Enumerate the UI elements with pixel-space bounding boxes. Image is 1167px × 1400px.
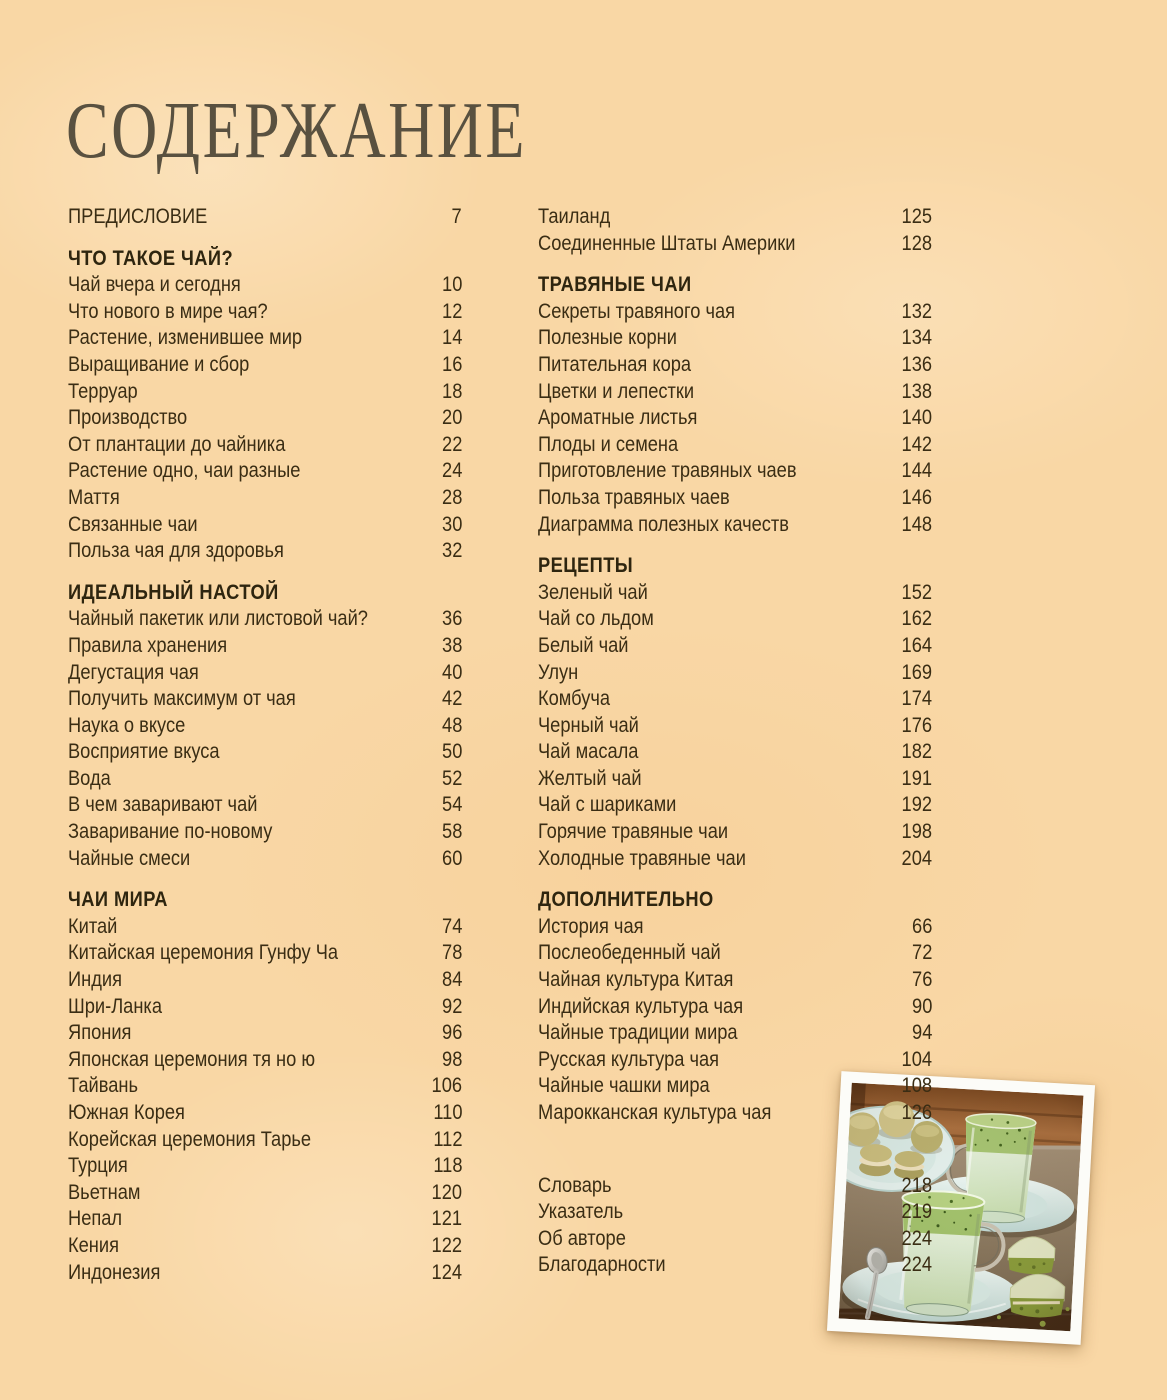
toc-entry-label: Растение, изменившее мир <box>68 326 303 350</box>
toc-entry-page: 128 <box>901 231 932 255</box>
toc-entry-page: 78 <box>441 941 462 965</box>
toc-entry-page: 50 <box>441 740 462 764</box>
toc-entry <box>68 846 462 873</box>
toc-entry-label: Непал <box>68 1207 123 1231</box>
toc-entry-label: Индия <box>68 968 122 992</box>
toc-group <box>68 887 462 1286</box>
toc-entry-label: Черный чай <box>538 713 639 737</box>
section-heading-label: ДОПОЛНИТЕЛЬНО <box>538 888 714 912</box>
toc-entry <box>68 633 462 660</box>
toc-entry <box>68 352 462 379</box>
toc-entry-label: Связанные чаи <box>68 512 198 536</box>
toc-entry-page: 22 <box>441 432 462 456</box>
toc-entry <box>68 405 462 432</box>
toc-entry-page: 84 <box>441 968 462 992</box>
toc-entry-page: 120 <box>431 1180 462 1204</box>
toc-entry-label: Дегустация чая <box>68 660 199 684</box>
toc-entry-label: Вода <box>68 766 111 790</box>
toc-entry <box>538 739 932 766</box>
toc-entry-page: 148 <box>901 512 932 536</box>
toc-entry-label: Полезные корни <box>538 326 677 350</box>
toc-entry <box>538 940 932 967</box>
toc-entry-label: Диаграмма полезных качеств <box>538 512 790 536</box>
toc-entry <box>68 1073 462 1100</box>
toc-entry <box>68 1206 462 1233</box>
toc-entry-label: От плантации до чайника <box>68 432 286 456</box>
toc-entry-page: 92 <box>441 994 462 1018</box>
toc-entry-page: 134 <box>901 326 932 350</box>
toc-entry <box>68 1260 462 1287</box>
toc-entry <box>68 940 462 967</box>
toc-entry <box>538 458 932 485</box>
toc-entry-page: 96 <box>441 1021 462 1045</box>
toc-entry <box>68 713 462 740</box>
toc-entry <box>538 1199 932 1226</box>
toc-entry-page: 125 <box>901 205 932 228</box>
toc-entry-label: В чем заваривают чай <box>68 793 258 817</box>
toc-entry-label: Чай вчера и сегодня <box>68 273 241 297</box>
toc-entry-label: Китайская церемония Гунфу Ча <box>68 941 339 965</box>
toc-entry <box>538 766 932 793</box>
toc-entry-page: 144 <box>901 459 932 483</box>
toc-entry-page: 192 <box>901 793 932 817</box>
toc-entry-page: 218 <box>901 1173 932 1197</box>
toc-entry-label: Чай масала <box>538 740 639 764</box>
toc-entry-label: Холодные травяные чаи <box>538 846 746 870</box>
toc-entry <box>68 1180 462 1207</box>
toc-entry <box>538 633 932 660</box>
toc-entry-page: 142 <box>901 432 932 456</box>
toc-entry <box>538 352 932 379</box>
toc-entry-page: 74 <box>441 914 462 938</box>
toc-entry-label: Горячие травяные чаи <box>538 820 729 844</box>
toc-entry-label: Чайный пакетик или листовой чай? <box>68 607 368 631</box>
toc-entry <box>68 967 462 994</box>
toc-entry <box>538 1047 932 1074</box>
toc-entry-label: Производство <box>68 406 188 430</box>
toc-entry-label: Заваривание по-новому <box>68 820 273 844</box>
toc-entry-page: 140 <box>901 406 932 430</box>
toc-entry-label: Чай со льдом <box>538 607 654 631</box>
section-heading <box>538 553 932 580</box>
toc-entry-page: 122 <box>431 1233 462 1257</box>
toc-entry <box>538 686 932 713</box>
toc-group <box>538 204 932 257</box>
toc-entry <box>538 405 932 432</box>
toc-entry-label: Япония <box>68 1021 132 1045</box>
toc-entry-page: 132 <box>901 299 932 323</box>
toc-entry <box>68 1127 462 1154</box>
section-heading-label: ЧАИ МИРА <box>68 888 168 912</box>
toc-entry-page: 182 <box>901 740 932 764</box>
toc-entry <box>538 660 932 687</box>
toc-entry-label: Плоды и семена <box>538 432 679 456</box>
toc-group <box>538 887 932 1126</box>
toc-entry <box>68 660 462 687</box>
toc-entry-label: Белый чай <box>538 633 629 657</box>
toc-entry-page: 38 <box>441 633 462 657</box>
toc-entry <box>538 1226 932 1253</box>
toc-entry-label: Южная Корея <box>68 1101 185 1124</box>
section-heading-label: ИДЕАЛЬНЫЙ НАСТОЙ <box>68 580 279 604</box>
toc-entry <box>68 1153 462 1180</box>
toc-entry-page: 191 <box>901 766 932 790</box>
toc-entry <box>68 819 462 846</box>
toc-entry <box>538 1073 932 1100</box>
toc-entry-page: 124 <box>431 1260 462 1284</box>
toc-entry-page: 169 <box>901 660 932 684</box>
toc-entry-label: Чайные чашки мира <box>538 1074 710 1098</box>
toc-entry-page: 42 <box>441 687 462 711</box>
toc-entry <box>538 485 932 512</box>
toc-entry-page: 28 <box>441 485 462 509</box>
toc-entry <box>538 713 932 740</box>
toc-group <box>538 1173 932 1279</box>
toc-entry-label: История чая <box>538 914 644 938</box>
toc-entry-page: 118 <box>432 1154 462 1178</box>
toc-entry <box>68 792 462 819</box>
toc-entry <box>68 1233 462 1260</box>
toc-entry <box>538 606 932 633</box>
toc-entry-page: 108 <box>901 1074 932 1098</box>
toc-entry-label: Указатель <box>538 1200 624 1224</box>
toc-entry <box>68 994 462 1021</box>
page-title: СОДЕРЖАНИЕ <box>66 87 527 175</box>
toc-entry-label: Получить максимум от чая <box>68 687 296 711</box>
toc-entry <box>68 914 462 941</box>
toc-entry-page: 24 <box>441 459 462 483</box>
toc-entry <box>538 1100 932 1127</box>
toc-entry <box>68 325 462 352</box>
toc-entry-label: Чайные смеси <box>68 846 191 870</box>
toc-entry-label: Желтый чай <box>538 766 642 790</box>
toc-entry-label: Кения <box>68 1233 120 1257</box>
toc-entry-page: 14 <box>441 326 462 350</box>
toc-entry-page: 30 <box>441 512 462 536</box>
toc-entry <box>68 299 462 326</box>
toc-entry <box>538 325 932 352</box>
toc-entry-label: Марокканская культура чая <box>538 1101 772 1124</box>
toc-entry <box>68 379 462 406</box>
toc-entry <box>68 1020 462 1047</box>
toc-entry-label: Корейская церемония Тарье <box>68 1127 312 1151</box>
toc-entry-page: 58 <box>441 820 462 844</box>
toc-entry-page: 138 <box>901 379 932 403</box>
toc-entry <box>68 432 462 459</box>
toc-entry <box>68 1100 462 1127</box>
toc-entry-label: Секреты травяного чая <box>538 299 736 323</box>
toc-group <box>68 246 462 565</box>
toc-entry <box>538 1020 932 1047</box>
toc-entry-label: Приготовление травяных чаев <box>538 459 797 483</box>
toc-entry-label: Наука о вкусе <box>68 713 186 737</box>
toc-entry-page: 90 <box>911 994 932 1018</box>
toc-entry <box>538 379 932 406</box>
toc-entry-page: 112 <box>432 1127 462 1151</box>
toc-entry <box>68 686 462 713</box>
toc-entry-label: Словарь <box>538 1173 612 1197</box>
toc-entry-label: Цветки и лепестки <box>538 379 695 403</box>
toc-entry-page: 126 <box>901 1101 932 1124</box>
toc-entry-label: Об авторе <box>538 1226 626 1250</box>
toc-entry-page: 106 <box>431 1074 462 1098</box>
toc-entry-label: Польза чая для здоровья <box>68 539 284 563</box>
toc-group <box>68 580 462 873</box>
toc-entry-label: Растение одно, чаи разные <box>68 459 301 483</box>
toc-entry <box>538 231 932 258</box>
toc-entry <box>538 204 932 231</box>
toc-entry <box>68 512 462 539</box>
toc-entry-page: 36 <box>441 607 462 631</box>
toc-entry-label: Терруар <box>68 379 138 403</box>
toc-entry <box>538 1252 932 1279</box>
toc-entry <box>68 485 462 512</box>
toc-entry-label: Турция <box>68 1154 128 1178</box>
toc-entry <box>538 1173 932 1200</box>
toc-entry-label: Польза травяных чаев <box>538 485 730 509</box>
toc-entry-label: Чай с шариками <box>538 793 677 817</box>
toc-entry-page: 224 <box>901 1253 932 1277</box>
toc-entry-page: 72 <box>911 941 932 965</box>
toc-entry-label: Вьетнам <box>68 1180 141 1204</box>
toc-entry-page: 110 <box>432 1101 462 1124</box>
toc-entry <box>68 606 462 633</box>
section-heading <box>538 887 932 914</box>
toc-entry-page: 162 <box>901 607 932 631</box>
toc-entry-label: Русская культура чая <box>538 1047 720 1071</box>
toc-entry-label: Послеобеденный чай <box>538 941 721 965</box>
section-heading-label: РЕЦЕПТЫ <box>538 554 634 578</box>
toc-entry-label: Восприятие вкуса <box>68 740 220 764</box>
section-heading <box>68 580 462 607</box>
toc-entry-label: Китай <box>68 914 118 938</box>
toc-entry <box>68 766 462 793</box>
toc-entry-page: 60 <box>441 846 462 870</box>
toc-entry-page: 219 <box>901 1200 932 1224</box>
toc-entry-label: Чайные традиции мира <box>538 1021 738 1045</box>
toc-group <box>538 553 932 872</box>
toc-entry-page: 66 <box>911 914 932 938</box>
section-heading <box>68 887 462 914</box>
toc-entry-label: Правила хранения <box>68 633 228 657</box>
toc-entry-label: Благодарности <box>538 1253 666 1277</box>
toc-entry-label: Японская церемония тя но ю <box>68 1047 316 1071</box>
toc-entry-label: Соединенные Штаты Америки <box>538 231 796 255</box>
toc-entry-page: 121 <box>431 1207 462 1231</box>
toc-entry-label: Индийская культура чая <box>538 994 744 1018</box>
toc-entry-page: 40 <box>441 660 462 684</box>
toc-entry-page: 7 <box>451 205 462 228</box>
toc-entry-label: Тайвань <box>68 1074 138 1098</box>
toc-group <box>68 204 462 231</box>
toc-entry-page: 164 <box>901 633 932 657</box>
toc-entry-label: Комбуча <box>538 687 611 711</box>
section-heading-label: ТРАВЯНЫЕ ЧАИ <box>538 273 692 297</box>
toc-entry-label: Шри-Ланка <box>68 994 163 1018</box>
toc-entry-label: Чайная культура Китая <box>538 968 734 992</box>
toc-entry <box>538 914 932 941</box>
toc-entry <box>68 739 462 766</box>
toc-entry-label: Таиланд <box>538 205 611 228</box>
toc-entry <box>538 792 932 819</box>
toc-entry-page: 20 <box>441 406 462 430</box>
toc-entry-page: 146 <box>901 485 932 509</box>
toc-entry-label: Питательная кора <box>538 352 692 376</box>
toc-entry <box>68 538 462 565</box>
toc-entry-label: Улун <box>538 660 579 684</box>
toc-entry-page: 18 <box>441 379 462 403</box>
section-heading-label: ЧТО ТАКОЕ ЧАЙ? <box>68 246 234 270</box>
toc-entry-label: Зеленый чай <box>538 580 648 604</box>
toc-entry <box>68 1047 462 1074</box>
toc-entry-page: 198 <box>901 820 932 844</box>
toc-entry <box>538 432 932 459</box>
toc-entry-label: Выращивание и сбор <box>68 352 250 376</box>
toc-entry-page: 204 <box>901 846 932 870</box>
toc-entry-page: 98 <box>441 1047 462 1071</box>
toc-entry <box>538 819 932 846</box>
toc-entry-page: 76 <box>911 968 932 992</box>
toc-entry-label: ПРЕДИСЛОВИЕ <box>68 205 208 228</box>
toc-entry <box>68 272 462 299</box>
toc-entry-page: 104 <box>901 1047 932 1071</box>
toc-entry-page: 94 <box>911 1021 932 1045</box>
toc-entry-page: 176 <box>901 713 932 737</box>
toc-entry <box>68 204 462 231</box>
toc-entry-page: 174 <box>901 687 932 711</box>
toc-entry <box>538 846 932 873</box>
toc-entry-page: 136 <box>901 352 932 376</box>
toc-group <box>538 272 932 538</box>
toc-entry-label: Индонезия <box>68 1260 161 1284</box>
section-heading <box>538 272 932 299</box>
toc-entry <box>538 967 932 994</box>
toc-entry-page: 52 <box>441 766 462 790</box>
toc-entry-label: Ароматные листья <box>538 406 698 430</box>
toc-entry-page: 152 <box>901 580 932 604</box>
toc-entry <box>538 994 932 1021</box>
toc-entry-page: 224 <box>901 1226 932 1250</box>
toc-entry <box>538 512 932 539</box>
section-heading <box>68 246 462 273</box>
toc-entry <box>538 299 932 326</box>
toc-entry-label: Маття <box>68 485 120 509</box>
toc-entry-page: 12 <box>441 299 462 323</box>
toc-column-left <box>68 204 462 1286</box>
toc-entry-page: 16 <box>441 352 462 376</box>
toc-entry <box>68 458 462 485</box>
toc-entry-page: 32 <box>441 539 462 563</box>
toc-entry-page: 48 <box>441 713 462 737</box>
toc-entry-page: 10 <box>441 273 462 297</box>
toc-entry <box>538 580 932 607</box>
toc-entry-page: 54 <box>441 793 462 817</box>
toc-column-right <box>538 204 932 1279</box>
toc-entry-label: Что нового в мире чая? <box>68 299 268 323</box>
